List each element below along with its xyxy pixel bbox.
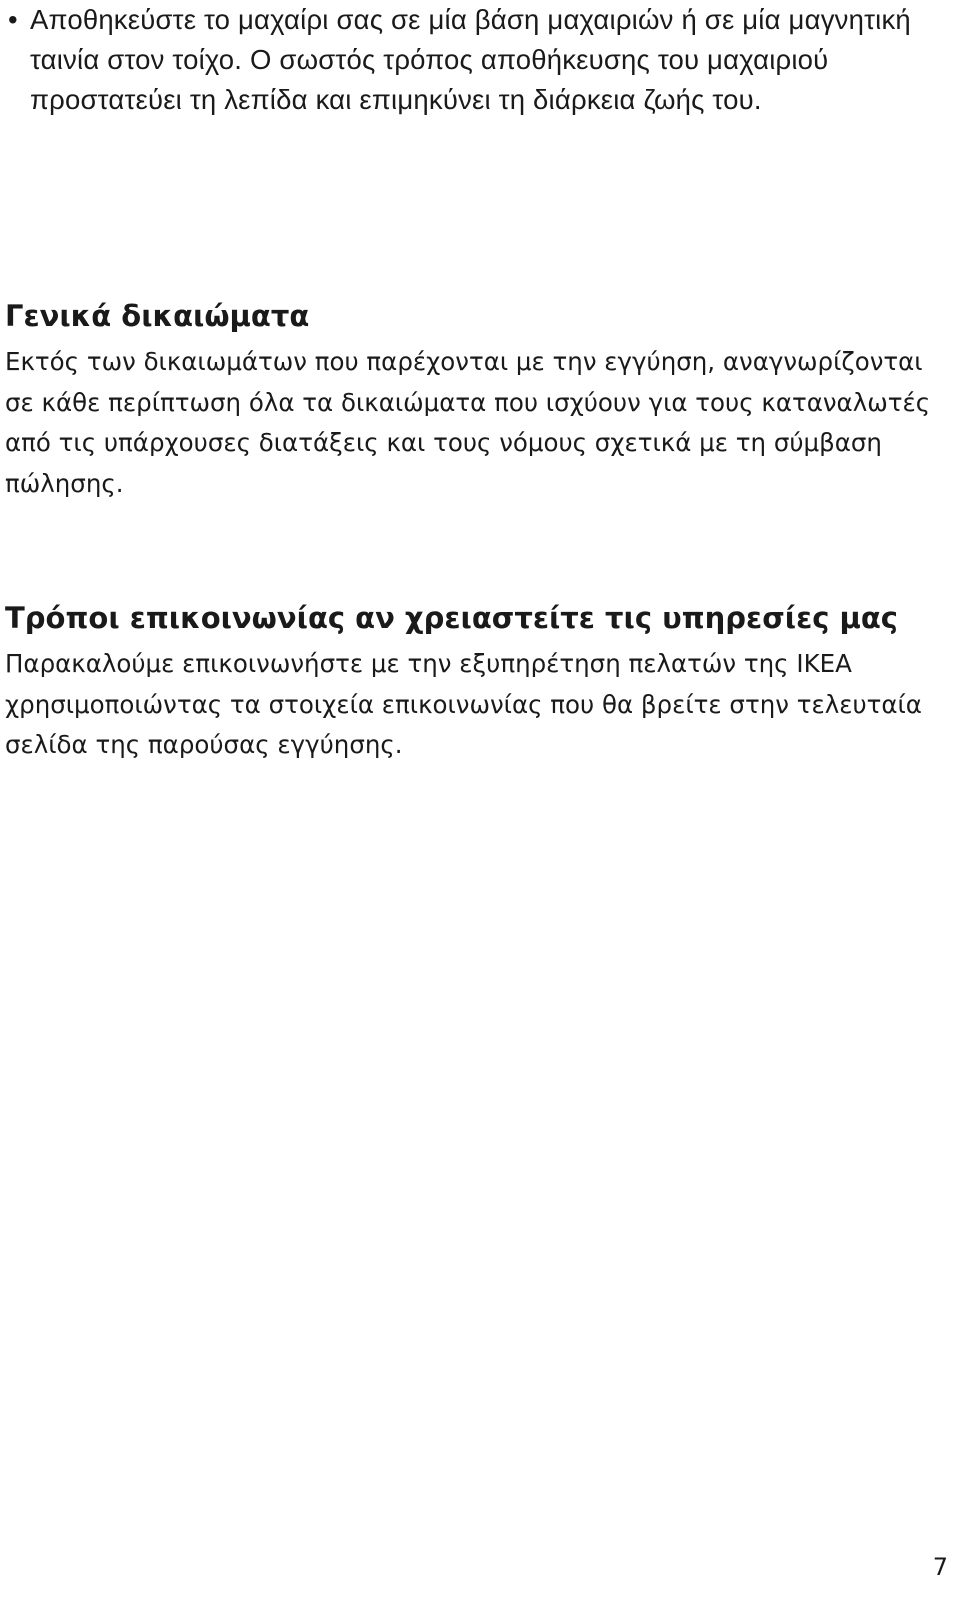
contact-body: Παρακαλούμε επικοινωνήστε με την εξυπηρέτηση πελατών της IKEA χρησιμοποιώντας τα στοιχεία επικοινωνίας που θα βρείτε στην τελευταία σελίδα της παρούσας εγγύησης. — [5, 649, 922, 759]
page-number: 7 — [932, 1553, 948, 1581]
general-rights-heading: Γενικά δικαιώματα — [5, 299, 310, 333]
knife-storage-bullet-item — [8, 0, 948, 120]
general-rights-section — [5, 296, 950, 504]
bullet-marker: • — [8, 4, 18, 35]
general-rights-body: Εκτός των δικαιωμάτων που παρέχονται με την εγγύηση, αναγνωρίζονται σε κάθε περίπτωση όλα τα δικαιώματα που ισχύουν για τους καταναλωτές από τις υπάρχουσες διατάξεις και τους νόμους σχετικά με τη σύμβαση πώλησης. — [5, 347, 931, 498]
contact-section — [5, 598, 950, 766]
contact-heading: Τρόποι επικοινωνίας αν χρειαστείτε τις υπηρεσίες μας — [5, 601, 898, 635]
knife-storage-text: Αποθηκεύστε το μαχαίρι σας σε μία βάση μαχαιριών ή σε μία μαγνητική ταινία στον τοίχο. Ο σωστός τρόπος αποθήκευσης του μαχαιριού προστατεύει τη λεπίδα και επιμηκύνει τη διάρκεια ζωής του. — [30, 4, 911, 115]
